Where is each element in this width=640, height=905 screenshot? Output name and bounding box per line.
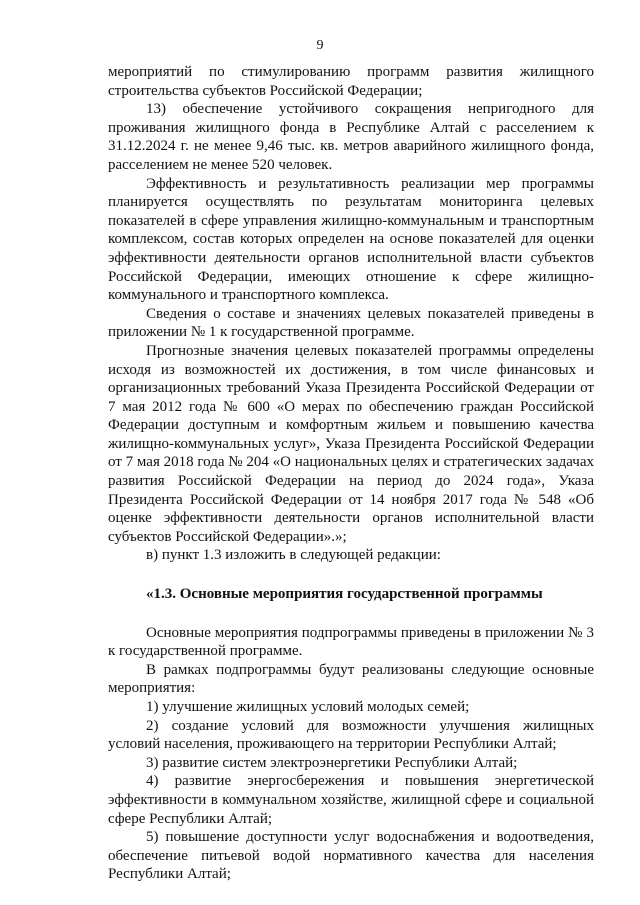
list-item: 2) создание условий для возможности улучшения жилищных условий населения, проживающего на территории Республики Алтай; [108,717,594,753]
paragraph: Прогнозные значения целевых показателей программы определены исходя из возможностей их достижения, в том числе финансовых и организационных требований Указа Президента Российской Федерации от 7 мая 2012 года № 600 «О мерах по обеспечению граждан Российской Федерации доступным и комфортным жильем и повышению качества жилищно-коммунальных услуг», Указа Президента Российской Федерации от 7 мая 2018 года № 204 «О национальных целях и стратегических задачах развития Российской Федерации на период до 2024 года», Указа Президента Российской Федерации от 14 ноября 2017 года № 548 «Об оценке эффективности деятельности органов исполнительной власти субъектов Российской Федерации».»; [108,342,594,545]
list-item: 5) повышение доступности услуг водоснабжения и водоотведения, обеспечение питьевой водой нормативного качества для населения Республики Алтай; [108,829,594,883]
paragraph: мероприятий по стимулированию программ развития жилищного строительства субъектов Российской Федерации; [108,64,594,99]
list-item: 4) развитие энергосбережения и повышения энергетической эффективности в коммунальном хозяйстве, жилищной сфере и социальной сфере Республики Алтай; [108,773,594,827]
document-body [108,63,594,884]
list-item: 1) улучшение жилищных условий молодых семей; [146,699,470,715]
paragraph: В рамках подпрограммы будут реализованы следующие основные мероприятия: [108,661,594,697]
section-heading: «1.3. Основные мероприятия государственной программы [146,586,543,603]
paragraph: Сведения о составе и значениях целевых показателей приведены в приложении № 1 к государственной программе. [108,305,594,341]
paragraph: в) пункт 1.3 изложить в следующей редакции: [146,547,441,564]
paragraph: Основные мероприятия подпрограммы приведены в приложении № 3 к государственной программе. [108,624,594,660]
page-number: 9 [316,38,324,53]
list-item: 3) развитие систем электроэнергетики Республики Алтай; [146,754,518,771]
paragraph: 13) обеспечение устойчивого сокращения непригодного для проживания жилищного фонда в Республике Алтай с расселением к 31.12.2024 г. не менее 9,46 тыс. кв. метров аварийного жилищного фонда, расселением не менее 520 человек. [108,101,594,173]
paragraph: Эффективность и результативность реализации мер программы планируется осуществлять по результатам мониторинга целевых показателей в сфере управления жилищно-коммунальным и транспортным комплексом, состав которых определен на основе показателей для оценки эффективности деятельности органов исполнительной власти субъектов Российской Федерации, имеющих отношение к сфере жилищно-коммунального и транспортного комплекса. [108,175,594,304]
